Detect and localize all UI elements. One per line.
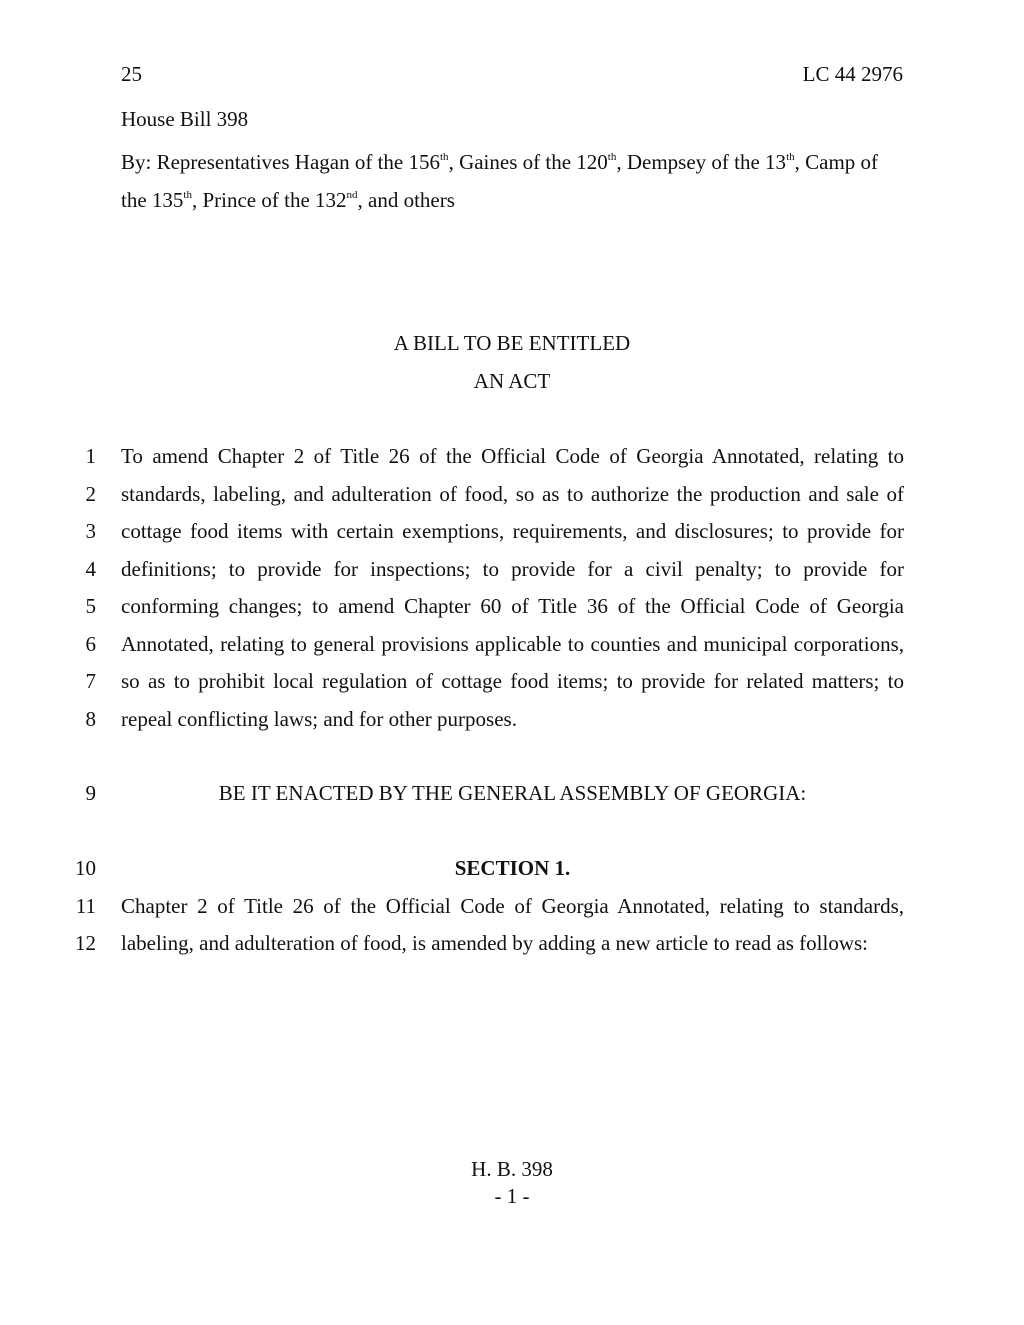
footer-page-number: - 1 - [494,1184,530,1208]
line-text: Chapter 2 of Title 26 of the Official Code of Georgia Annotated, relating to standards, [121,893,904,918]
section-heading: SECTION 1. [454,856,571,880]
bill-title: House Bill 398 [121,107,249,131]
body-line [0,631,1024,669]
body-line [0,556,1024,594]
body-line [0,780,1024,818]
caption-line-2: AN ACT [473,369,551,393]
sponsors-text-3: , Dempsey of the 13 [616,150,787,174]
sponsors-text-1: By: Representatives Hagan of the 156 [121,150,440,174]
line-number: 1 [85,444,96,468]
body-line [0,443,1024,481]
body-line [0,518,1024,556]
lc-number: LC 44 2976 [802,62,903,86]
footer-bill-ref: H. B. 398 [471,1157,553,1181]
line-text: definitions; to provide for inspections; to provide for a civil penalty; to provide for [121,556,904,581]
line-number: 9 [85,781,96,805]
line-number: 7 [85,669,96,693]
body-line [0,481,1024,519]
sponsors-line [121,144,905,219]
line-number: 6 [85,631,96,656]
sponsors-text-6: , and others [357,187,455,212]
body-line [0,855,1024,893]
line-number: 5 [85,594,96,618]
session-number: 25 [121,62,142,86]
caption-line-1: A BILL TO BE ENTITLED [393,331,631,355]
line-number: 3 [85,519,96,543]
ordinal-suffix: nd [346,188,358,201]
body-line [0,893,1024,931]
line-number: 4 [85,556,96,581]
body-line [0,593,1024,631]
line-number: 8 [85,706,96,731]
body-line [0,706,1024,744]
line-number: 11 [75,893,96,918]
line-text: labeling, and adulteration of food, is amended by adding a new article to read as follows: [121,931,869,955]
body-line [0,668,1024,706]
sponsors-text-5: , Prince of the 132 [191,187,347,212]
line-text: repeal conflicting laws; and for other purposes. [121,706,517,731]
sponsors-text-2: , Gaines of the 120 [448,150,608,174]
body-line [0,930,1024,968]
line-text: standards, labeling, and adulteration of food, so as to authorize the production and sale of [121,481,904,506]
line-text: To amend Chapter 2 of Title 26 of the Official Code of Georgia Annotated, relating to [121,444,904,468]
section-1 [0,855,1024,968]
sponsors-text-4: , Camp of the 135 [121,150,879,212]
line-number: 12 [75,931,96,955]
line-text: cottage food items with certain exemptions, requirements, and disclosures; to provide for [121,519,904,543]
ordinal-suffix: th [183,188,192,201]
line-text: Annotated, relating to general provisions applicable to counties and municipal corporations, [121,631,904,656]
ordinal-suffix: th [440,151,449,163]
enacting-text: BE IT ENACTED BY THE GENERAL ASSEMBLY OF GEORGIA: [218,781,807,805]
line-text: so as to prohibit local regulation of cottage food items; to provide for related matters; to [121,669,904,693]
ordinal-suffix: th [786,151,795,163]
ordinal-suffix: th [607,151,617,163]
bill-body [0,443,1024,743]
line-number: 2 [85,481,96,506]
line-text: conforming changes; to amend Chapter 60 of Title 36 of the Official Code of Georgia [121,594,904,618]
enacting-clause [0,780,1024,818]
line-number: 10 [75,856,96,880]
